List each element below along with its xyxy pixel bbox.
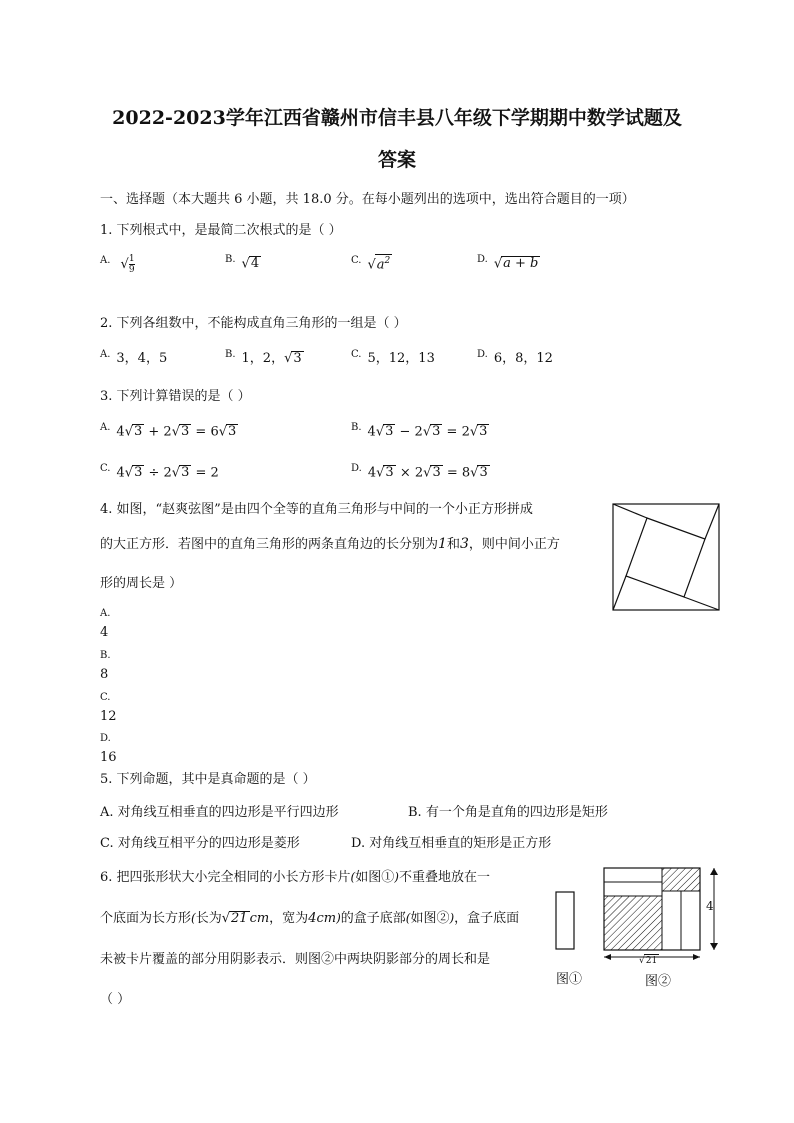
q5-option-c: C. 对角线互相平分的四边形是菱形 xyxy=(100,836,300,851)
q4-option-b: $^{B.}$ 8 xyxy=(100,650,111,683)
document-title-line2: 答案 xyxy=(377,149,416,171)
q2-option-c: $^{C.}$ 5，12，13 xyxy=(351,348,435,366)
q5-option-b: B. 有一个角是直角的四边形是矩形 xyxy=(408,805,608,820)
q3-option-a: $^{A.}$ 4√3 + 2√3 = 6√3 xyxy=(100,422,237,440)
q4-option-c: $^{C.}$ 12 xyxy=(100,692,117,725)
question-4-line1: 4. 如图，“赵爽弦图”是由四个全等的直角三角形与中间的一个小正方形拼成 xyxy=(100,502,533,517)
card-rectangle xyxy=(556,892,574,949)
q4-option-a: $^{A.}$ 4 xyxy=(100,608,111,641)
dimension-height-label: 4 xyxy=(706,899,714,913)
question-6-line2: 个底面为长方形(长为√21 cm，宽为4cm)的盒子底部(如图②)，盒子底面 xyxy=(100,911,520,926)
q2-option-b: $^{B.}$ 1，2，√3 xyxy=(225,348,302,366)
q5-option-d: D. 对角线互相垂直的矩形是正方形 xyxy=(351,836,552,851)
q3-option-c: $^{C.}$ 4√3 ÷ 2√3 = 2 xyxy=(100,463,219,481)
q1-option-d: $^{D.}$ √a + b xyxy=(477,254,539,272)
q5-option-a: A. 对角线互相垂直的四边形是平行四边形 xyxy=(100,805,339,820)
question-5-stem: 5. 下列命题，其中是真命题的是（ ） xyxy=(100,772,316,787)
zhao-shuang-diagram xyxy=(612,503,720,611)
q4-option-d: $^{D.}$ 16 xyxy=(100,733,117,766)
question-4-line2: 的大正方形．若图中的直角三角形的两条直角边的长分别为1和3，则中间小正方 xyxy=(100,536,560,552)
question-3-stem: 3. 下列计算错误的是（ ） xyxy=(100,389,251,404)
document-title-line1: 2022-2023学年江西省赣州市信丰县八年级下学期期中数学试题及 xyxy=(112,107,682,129)
q1-option-a: $^{A.}$ √ $\frac{1}{9}$ xyxy=(100,254,135,275)
question-2-stem: 2. 下列各组数中，不能构成直角三角形的一组是（ ） xyxy=(100,316,407,331)
q1-option-c: $^{C.}$ $√a^2$ xyxy=(351,255,391,273)
q3-option-d: $^{D.}$ 4√3 × 2√3 = 8√3 xyxy=(351,463,488,481)
question-6-line4: （ ） xyxy=(100,992,131,1007)
figure-2-caption: 图② xyxy=(645,974,672,989)
question-6-line1: 6. 把四张形状大小完全相同的小长方形卡片(如图①)不重叠地放在一 xyxy=(100,870,490,885)
dimension-width-label: √21 xyxy=(639,956,658,966)
question-4-line3: 形的周长是 ） xyxy=(100,576,183,591)
q1-option-b: $^{B.}$ √4 xyxy=(225,254,260,272)
section-heading: 一、选择题（本大题共 6 小题，共 18.0 分。在每小题列出的选项中，选出符合题目的一项） xyxy=(100,192,635,207)
q2-option-d: $^{D.}$ 6，8，12 xyxy=(477,348,553,366)
q2-option-a: $^{A.}$ 3，4，5 xyxy=(100,348,168,366)
shaded-region-lower xyxy=(604,896,662,950)
figure-1-caption: 图① xyxy=(556,972,583,987)
shaded-region-upper xyxy=(662,868,700,891)
question-6-line3: 未被卡片覆盖的部分用阴影表示．则图②中两块阴影部分的周长和是 xyxy=(100,952,491,967)
question-1-stem: 1. 下列根式中，是最简二次根式的是（ ） xyxy=(100,223,342,238)
q3-option-b: $^{B.}$ 4√3 − 2√3 = 2√3 xyxy=(351,422,488,440)
